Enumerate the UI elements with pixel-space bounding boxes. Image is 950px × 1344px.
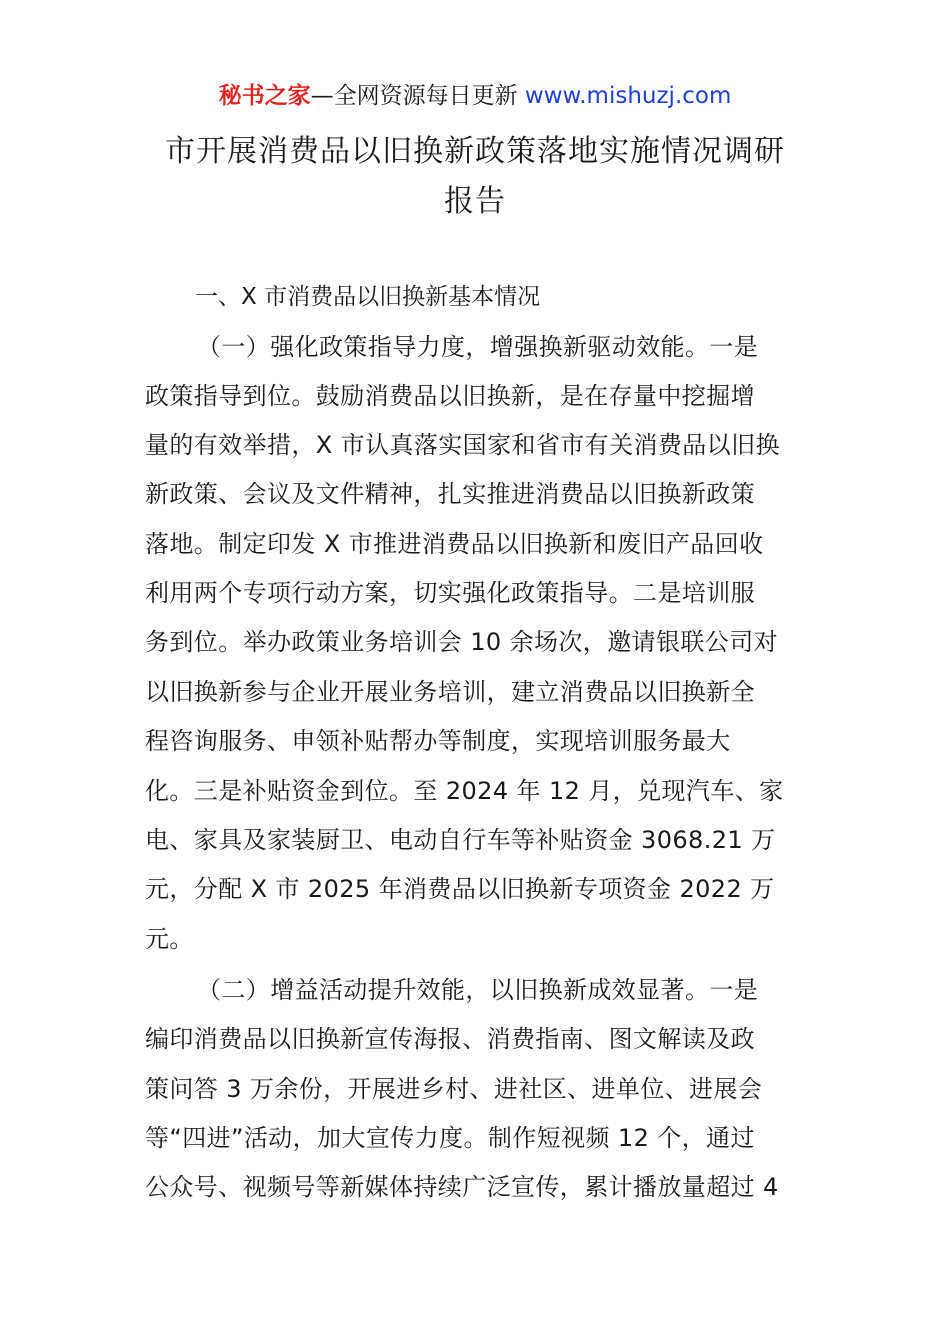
paragraph-line: （一）强化政策指导力度，增强换新驱动效能。一是 [197,333,759,361]
site-url-link[interactable]: www.mishuzj.com [524,83,732,109]
paragraph-line: （二）增益活动提升效能，以旧换新成效显著。一是 [197,976,759,1004]
document-title [130,127,820,227]
site-header [0,80,950,112]
brand-name: 秘书之家 [218,83,311,109]
paragraph-line: 策问答 3 万余份，开展进乡村、进社区、进单位、进展会 [145,1075,763,1103]
paragraph-line: 程咨询服务、申领补贴帮办等制度，实现培训服务最大 [145,727,731,755]
section-heading-1: 一、X 市消费品以旧换新基本情况 [195,284,541,310]
paragraph-line: 利用两个专项行动方案，切实强化政策指导。二是培训服 [145,579,755,607]
paragraph-line: 以旧换新参与企业开展业务培训，建立消费品以旧换新全 [145,678,755,706]
paragraph-line: 等“四进”活动，加大宣传力度。制作短视频 12 个，通过 [145,1124,755,1152]
paragraph-line: 公众号、视频号等新媒体持续广泛宣传，累计播放量超过 4 [145,1173,779,1201]
title-line-1: 市开展消费品以旧换新政策落地实施情况调研 [165,134,785,169]
paragraph-line: 元，分配 X 市 2025 年消费品以旧换新专项资金 2022 万 [145,875,775,903]
paragraph-line: 落地。制定印发 X 市推进消费品以旧换新和废旧产品回收 [145,530,764,558]
header-tagline: —全网资源每日更新 [310,83,518,109]
paragraph-line: 新政策、会议及文件精神，扎实推进消费品以旧换新政策 [145,480,755,508]
title-line-2: 报告 [444,184,506,219]
paragraph-line: 编印消费品以旧换新宣传海报、消费指南、图文解读及政 [145,1025,755,1053]
paragraph-line: 化。三是补贴资金到位。至 2024 年 12 月，兑现汽车、家 [145,777,784,805]
paragraph-line: 务到位。举办政策业务培训会 10 余场次，邀请银联公司对 [145,628,778,656]
paragraph-line: 电、家具及家装厨卫、电动自行车等补贴资金 3068.21 万 [145,826,776,854]
paragraph-line: 政策指导到位。鼓励消费品以旧换新，是在存量中挖掘增 [145,382,755,410]
paragraph-line: 元。 [145,925,194,953]
paragraph-line: 量的有效举措，X 市认真落实国家和省市有关消费品以旧换 [145,431,780,459]
